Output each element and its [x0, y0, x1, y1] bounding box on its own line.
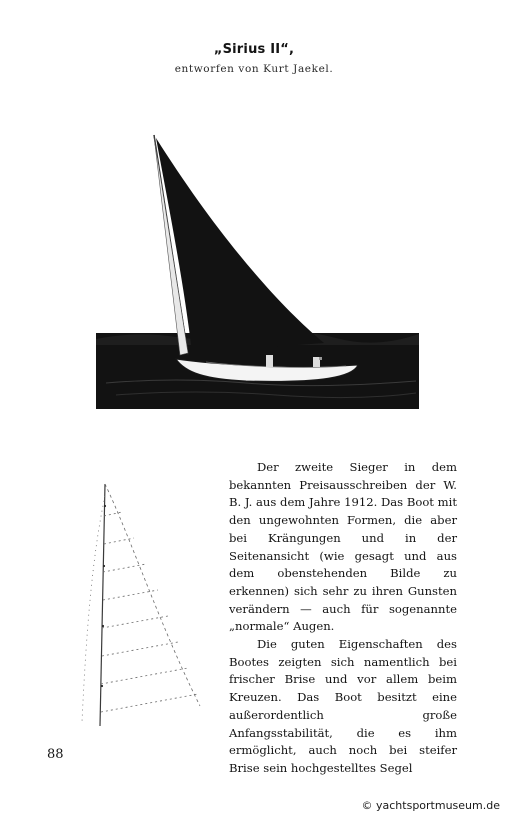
body-text [229, 459, 457, 778]
page-number: 88 [47, 747, 64, 762]
paragraph: Die guten Eigenschaften des Bootes zeigten sich namentlich bei frischer Brise und vor allem beim Kreuzen. Das Boot besitzt eine außerordentlich große Anfangsstabilität, die es ihm ermöglicht, auch noch bei steifer Brise sein hochgestelltes Segel [229, 637, 457, 775]
paragraph: Der zweite Sieger in dem bekannten Preisausschreiben der W. B. J. aus dem Jahre 1912. Das Boot mit den ungewohnten Formen, die aber bei Krängungen und in der Seitenansicht (wie gesagt und aus dem obenstehenden Bilde zu erkennen) sich sehr zu ihren Gunsten verändern — auch für sogenannte „normale“ Augen. [229, 460, 458, 634]
sailboat-photo [96, 133, 419, 409]
page-title: „Sirius II“, [213, 42, 295, 57]
watermark: © yachtsportmuseum.de [361, 799, 500, 812]
page-subtitle: entworfen von Kurt Jaekel. [174, 63, 334, 75]
sail-plan-sketch [60, 476, 220, 732]
